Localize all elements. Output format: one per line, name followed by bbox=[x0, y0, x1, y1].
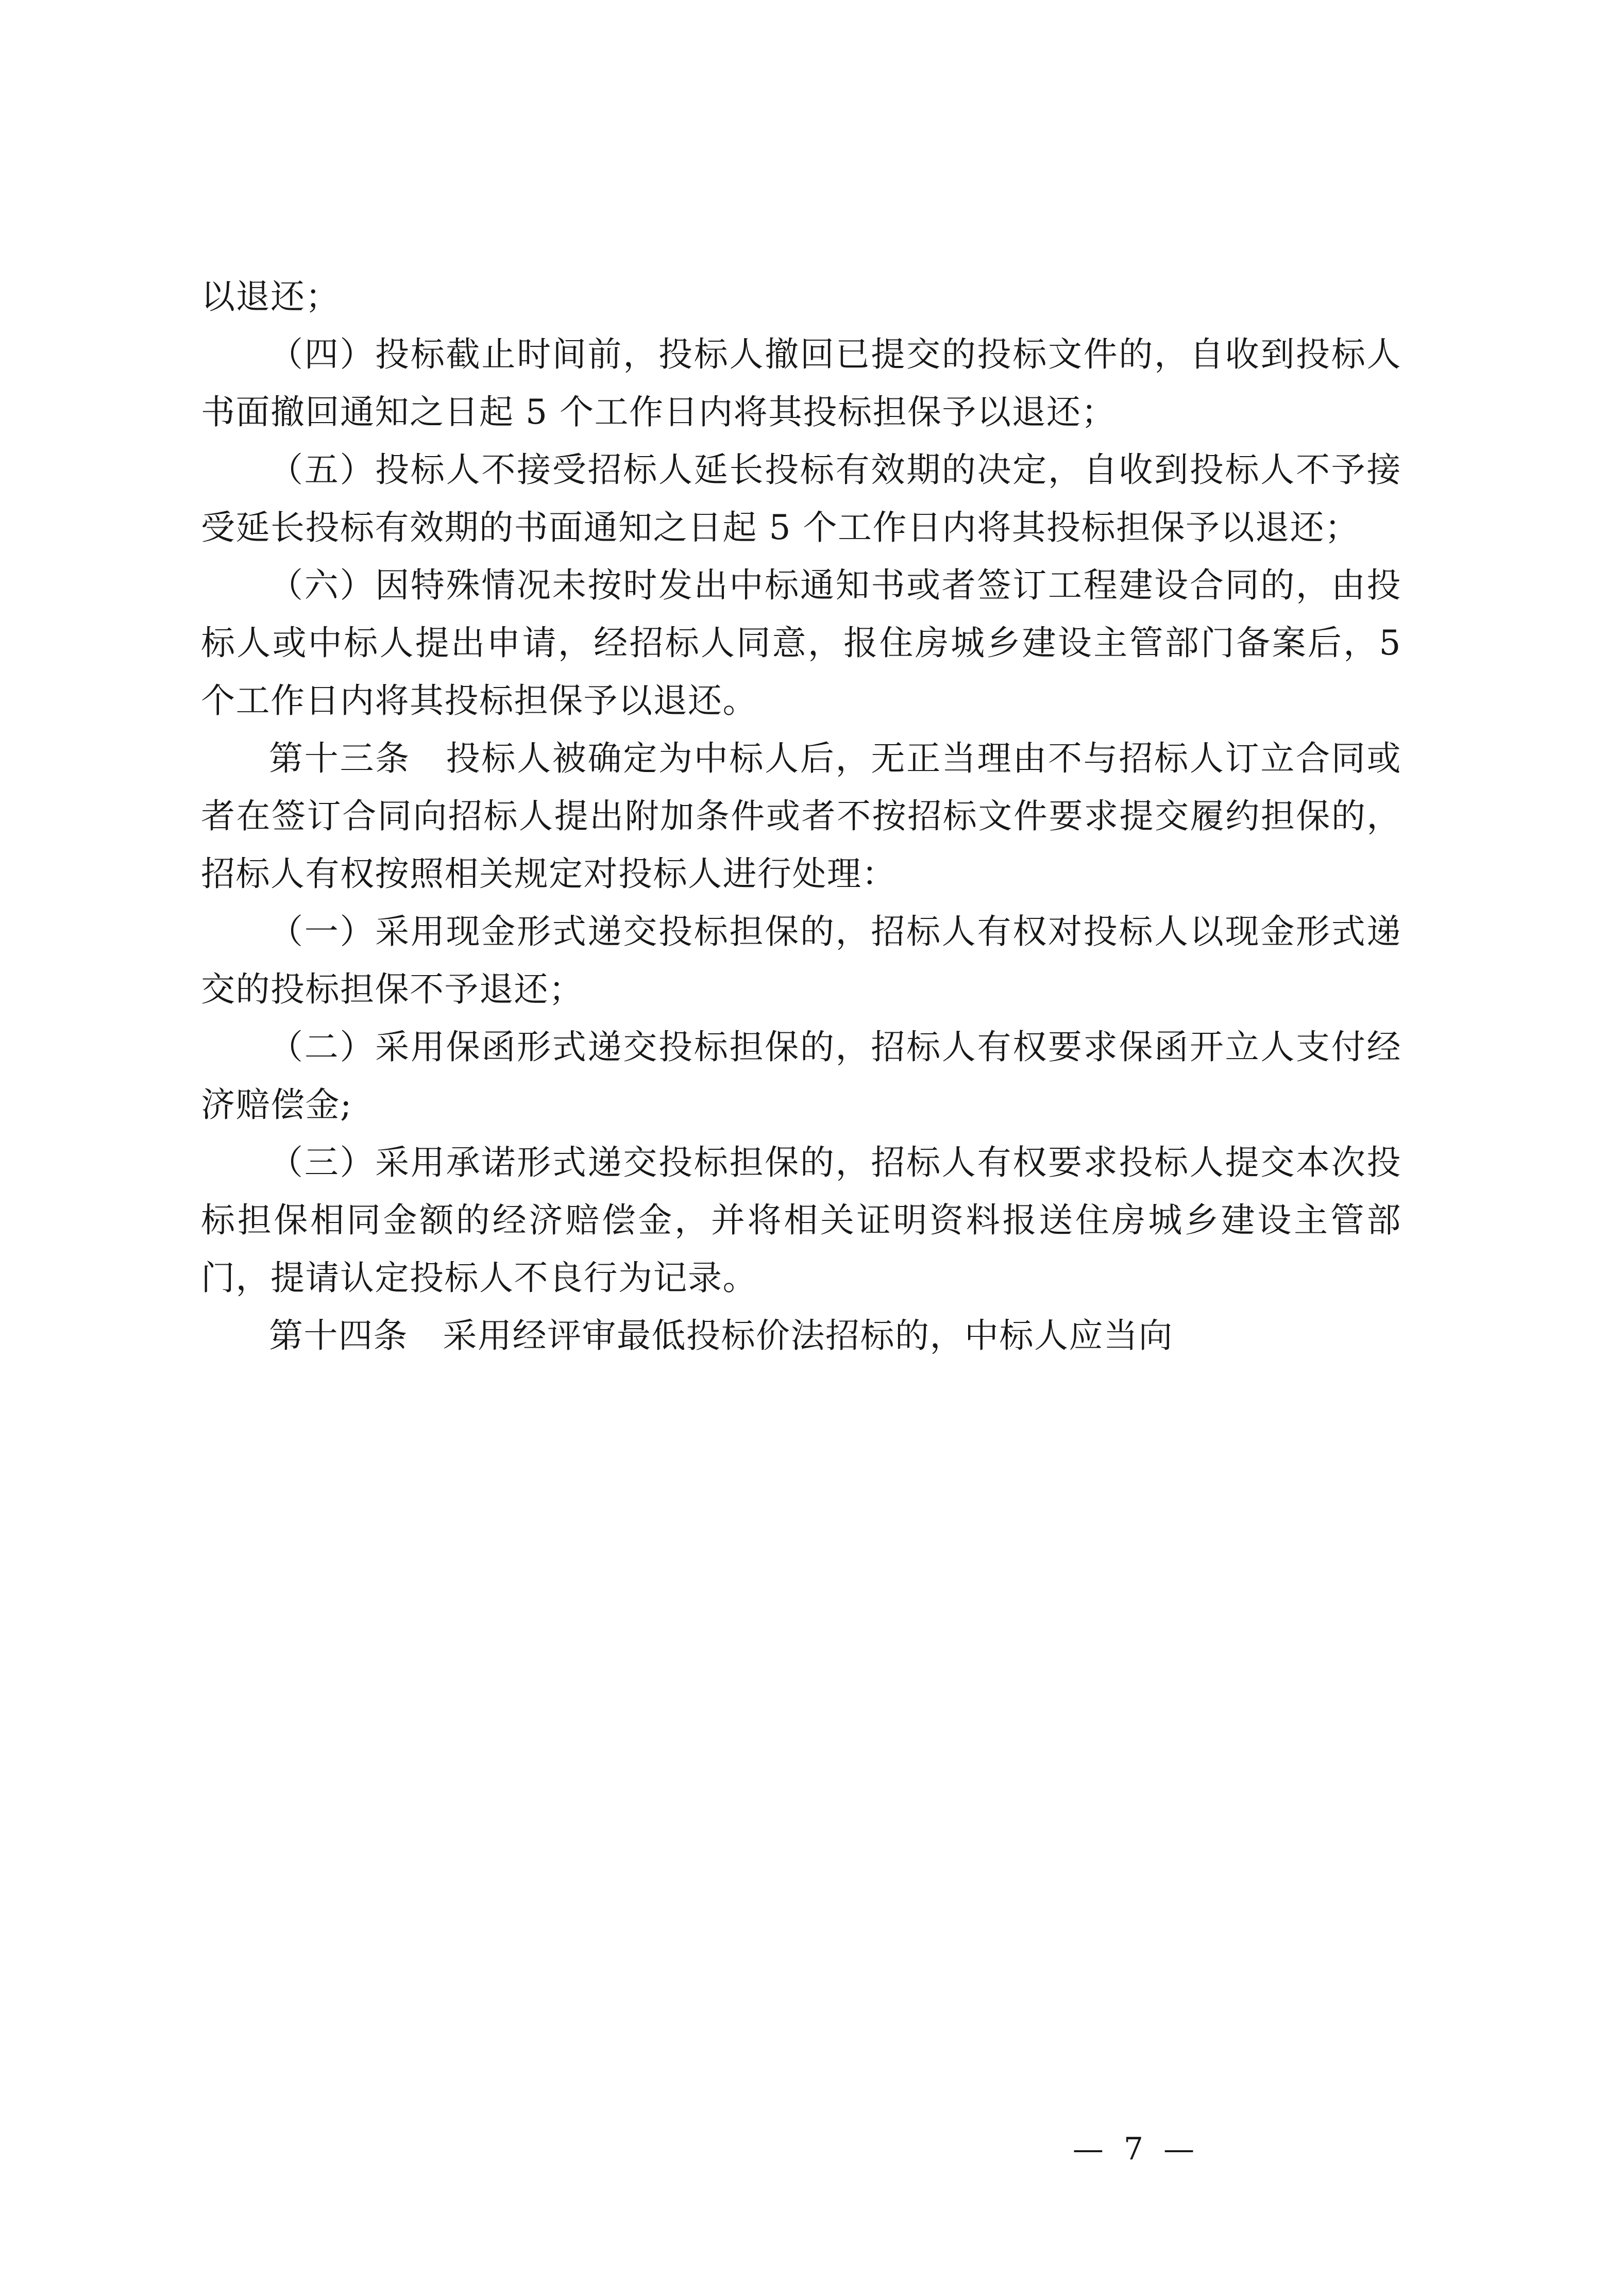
paragraph-article-fourteen: 第十四条 采用经评审最低投标价法招标的，中标人应当向 bbox=[269, 1316, 1173, 1355]
paragraph-item-five: （五）投标人不接受招标人延长投标有效期的决定，自收到投标人不予接受延长投标有效期的书面通知之日起 5 个工作日内将其投标担保予以退还； bbox=[201, 450, 1401, 547]
document-body bbox=[201, 268, 1401, 1365]
paragraph-article13-item-two: （二）采用保函形式递交投标担保的，招标人有权要求保函开立人支付经济赔偿金; bbox=[201, 1027, 1401, 1125]
page-number: — 7 — bbox=[1072, 2131, 1200, 2167]
paragraph-item-six: （六）因特殊情况未按时发出中标通知书或者签订工程建设合同的，由投标人或中标人提出申请，经招标人同意，报住房城乡建设主管部门备案后，5 个工作日内将其投标担保予以退还。 bbox=[201, 565, 1401, 720]
paragraph-continuation: 以退还； bbox=[201, 277, 340, 316]
paragraph-article13-item-three: （三）采用承诺形式递交投标担保的，招标人有权要求投标人提交本次投标担保相同金额的经济赔偿金，并将相关证明资料报送住房城乡建设主管部门，提请认定投标人不良行为记录。 bbox=[201, 1143, 1401, 1298]
paragraph-item-four: （四）投标截止时间前，投标人撤回已提交的投标文件的，自收到投标人书面撤回通知之日起 5 个工作日内将其投标担保予以退还； bbox=[201, 334, 1401, 432]
paragraph-article-thirteen: 第十三条 投标人被确定为中标人后，无正当理由不与招标人订立合同或者在签订合同向招标人提出附加条件或者不按招标文件要求提交履约担保的，招标人有权按照相关规定对投标人进行处理： bbox=[201, 739, 1401, 894]
paragraph-article13-item-one: （一）采用现金形式递交投标担保的，招标人有权对投标人以现金形式递交的投标担保不予退还； bbox=[201, 912, 1401, 1009]
